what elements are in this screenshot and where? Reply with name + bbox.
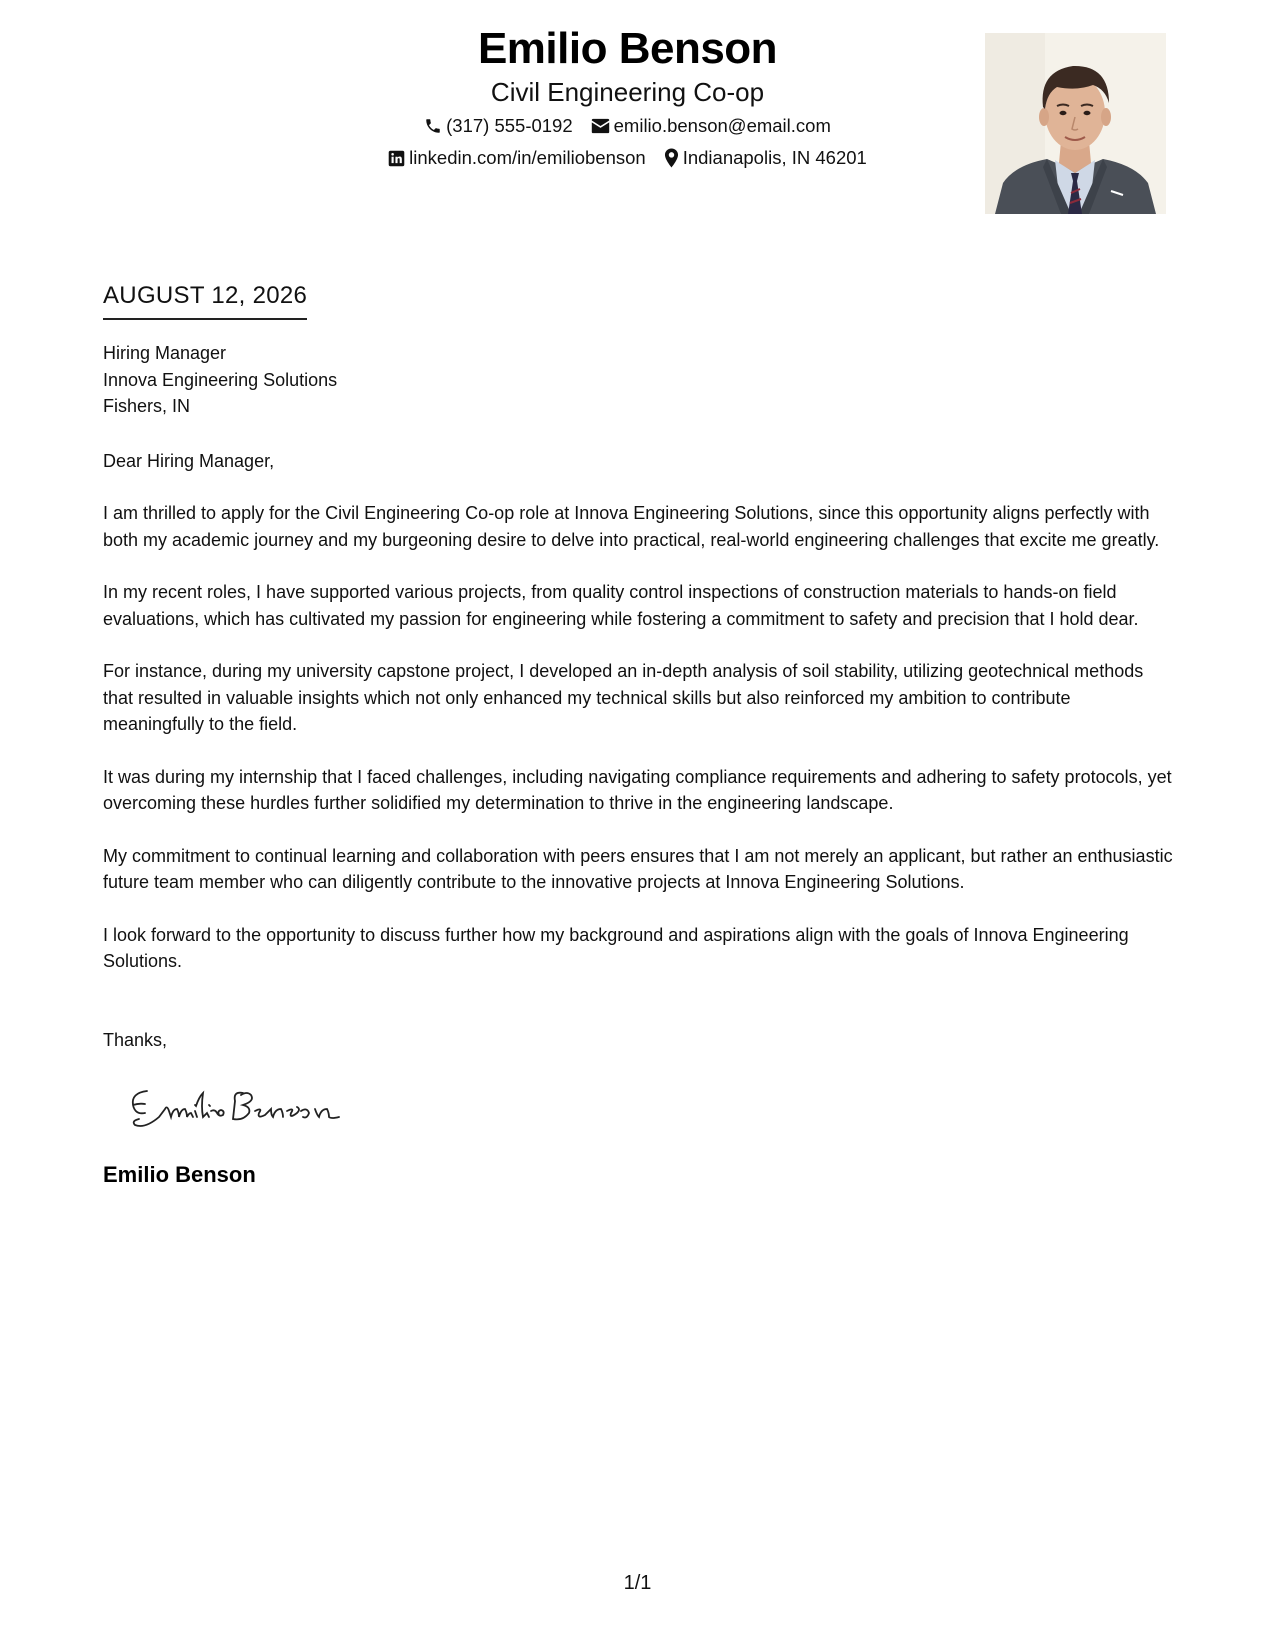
linkedin-text[interactable]: linkedin.com/in/emiliobenson	[409, 147, 646, 168]
letter-header	[0, 0, 1275, 230]
recipient-line-2: Innova Engineering Solutions	[103, 369, 338, 390]
applicant-name: Emilio Benson	[477, 24, 778, 73]
contact-row-2	[240, 146, 1015, 170]
phone-text[interactable]: (317) 555-0192	[446, 115, 573, 136]
signer-name: Emilio Benson	[103, 1162, 256, 1187]
contact-linkedin	[388, 146, 646, 170]
phone-icon	[424, 117, 442, 135]
closing: Thanks,	[103, 1029, 168, 1050]
paragraph: In my recent roles, I have supported various projects, from quality control inspections of construction materials to hands-on field evaluations, which has cultivated my passion for engineering while fostering a commitment to safety and precision that I hold dear.	[103, 582, 1139, 629]
contact-phone	[424, 114, 573, 138]
envelope-icon	[591, 118, 610, 134]
letter-body	[103, 340, 1173, 1189]
handwritten-signature	[125, 1083, 355, 1131]
paragraph: For instance, during my university capstone project, I developed an in-depth analysis of soil stability, utilizing geotechnical methods that resulted in valuable insights which not only enhanced my technical skills but also reinforced my ambition to contribute meaningfully to the field.	[103, 661, 1144, 734]
map-pin-icon	[664, 148, 679, 168]
salutation: Dear Hiring Manager,	[103, 450, 275, 471]
applicant-title: Civil Engineering Co-op	[490, 77, 765, 107]
linkedin-icon	[388, 150, 405, 167]
recipient-line-3: Fishers, IN	[103, 396, 191, 416]
paragraph: I look forward to the opportunity to discuss further how my background and aspirations align with the goals of Innova Engineering Solutions.	[103, 924, 1129, 971]
profile-photo	[985, 33, 1166, 214]
contact-location	[664, 146, 867, 170]
paragraph: It was during my internship that I faced challenges, including navigating compliance requirements and adhering to safety protocols, yet overcoming these hurdles further solidified my determination to thrive in the engineering landscape.	[103, 766, 1172, 813]
paragraph: I am thrilled to apply for the Civil Engineering Co-op role at Innova Engineering Solutions, since this opportunity aligns perfectly with both my academic journey and my burgeoning desire to delve into practical, real-world engineering challenges that excite me greatly.	[103, 503, 1160, 550]
header-text	[240, 22, 1015, 170]
date-block	[103, 280, 307, 320]
paragraph: My commitment to continual learning and collaboration with peers ensures that I am not merely an applicant, but rather an enthusiastic future team member who can diligently contribute to the innovative projects at Innova Engineering Solutions.	[103, 845, 1173, 892]
email-text[interactable]: emilio.benson@email.com	[613, 115, 831, 136]
location-text: Indianapolis, IN 46201	[682, 147, 867, 168]
recipient-line-1: Hiring Manager	[103, 343, 227, 363]
contact-row-1	[240, 114, 1015, 138]
contact-email	[591, 114, 831, 138]
letter-date: AUGUST 12, 2026	[103, 280, 307, 320]
page-indicator: 1/1	[623, 1572, 652, 1594]
recipient-block	[103, 340, 1173, 420]
